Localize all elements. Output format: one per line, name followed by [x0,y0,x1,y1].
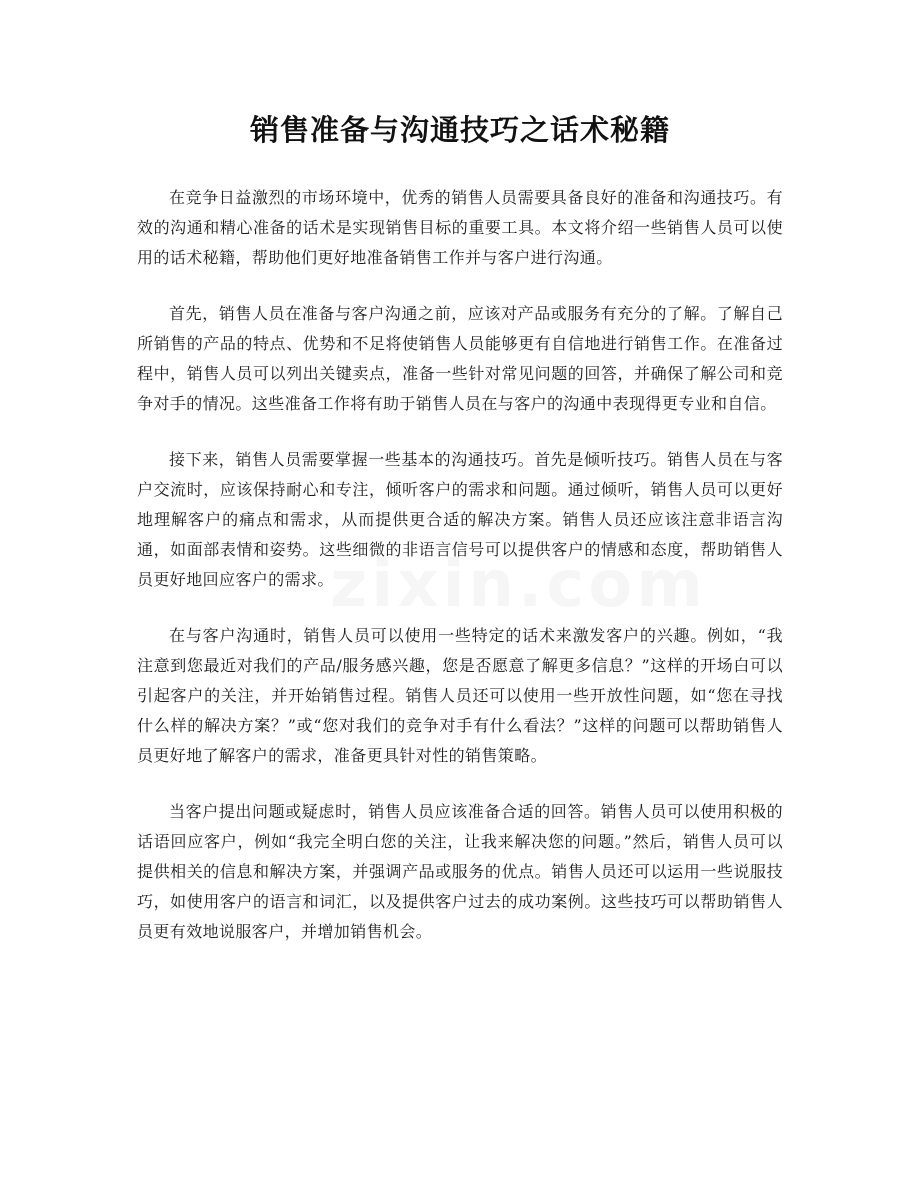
paragraph: 在与客户沟通时，销售人员可以使用一些特定的话术来激发客户的兴趣。例如，“我注意到您最近对我们的产品/服务感兴趣，您是否愿意了解更多信息？”这样的开场白可以引起客户的关注，并开始销售过程。销售人员还可以使用一些开放性问题，如“您在寻找什么样的解决方案？”或“您对我们的竞争对手有什么看法？”这样的问题可以帮助销售人员更好地了解客户的需求，准备更具针对性的销售策略。 [137,626,783,765]
paragraph: 当客户提出问题或疑虑时，销售人员应该准备合适的回答。销售人员可以使用积极的话语回应客户，例如“我完全明白您的关注，让我来解决您的问题。”然后，销售人员可以提供相关的信息和解决方案，并强调产品或服务的优点。销售人员还可以运用一些说服技巧，如使用客户的语言和词汇，以及提供客户过去的成功案例。这些技巧可以帮助销售人员更有效地说服客户，并增加销售机会。 [137,802,783,941]
document-title: 销售准备与沟通技巧之话术秘籍 [249,113,670,147]
paragraph: 接下来，销售人员需要掌握一些基本的沟通技巧。首先是倾听技巧。销售人员在与客户交流时，应该保持耐心和专注，倾听客户的需求和问题。通过倾听，销售人员可以更好地理解客户的痛点和需求，从而提供更合适的解决方案。销售人员还应该注意非语言沟通，如面部表情和姿势。这些细微的非语言信号可以提供客户的情感和态度，帮助销售人员更好地回应客户的需求。 [137,450,783,589]
document-body [137,183,783,973]
paragraph: 首先，销售人员在准备与客户沟通之前，应该对产品或服务有充分的了解。了解自己所销售的产品的特点、优势和不足将使销售人员能够更有自信地进行销售工作。在准备过程中，销售人员可以列出关键卖点，准备一些针对常见问题的回答，并确保了解公司和竞争对手的情况。这些准备工作将有助于销售人员在与客户的沟通中表现得更专业和自信。 [137,304,783,413]
paragraph: 在竞争日益激烈的市场环境中，优秀的销售人员需要具备良好的准备和沟通技巧。有效的沟通和精心准备的话术是实现销售目标的重要工具。本文将介绍一些销售人员可以使用的话术秘籍，帮助他们更好地准备销售工作并与客户进行沟通。 [137,188,783,267]
